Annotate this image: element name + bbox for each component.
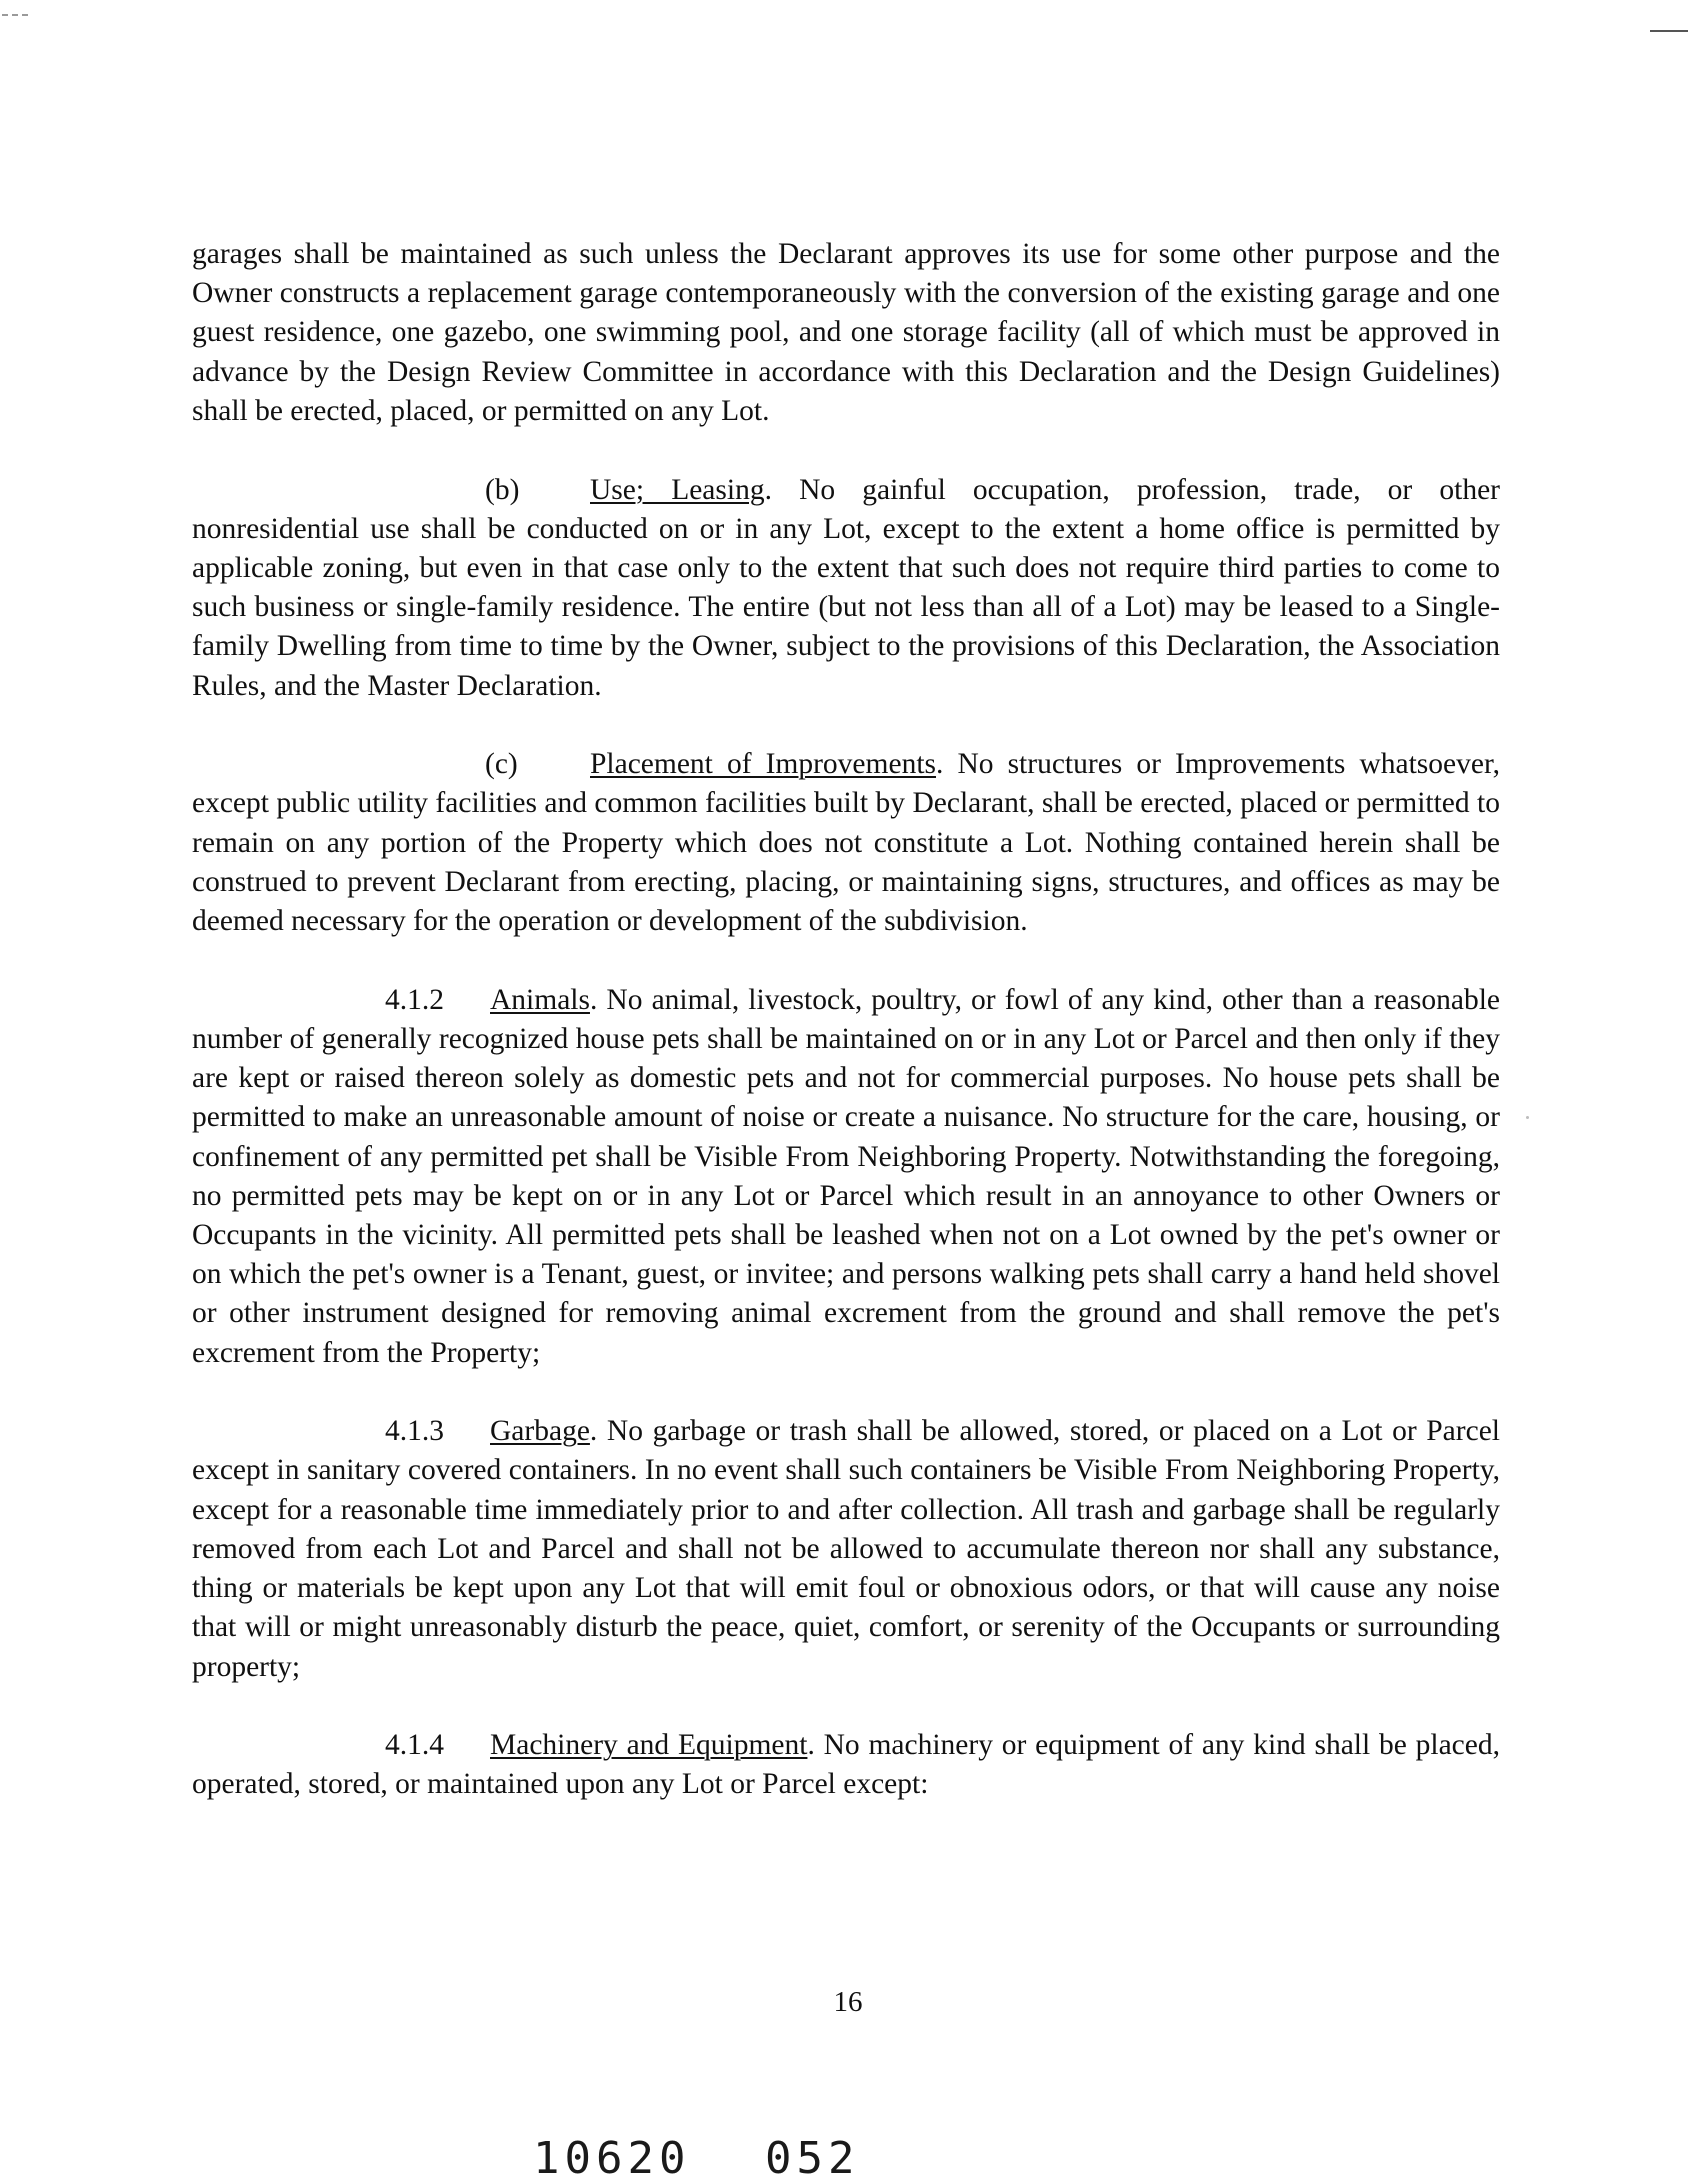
- paragraph-text: garages shall be maintained as such unless the Declarant approves its use for some other purpose and the Owner constructs a replacement garage contemporaneously with the conversion of the existing garage and one guest residence, one gazebo, one swimming pool, and one storage facility (all of which must be approved in advance by the Design Review Committee in accordance with this Declaration and the Design Guidelines) shall be erected, placed, or permitted on any Lot.: [192, 238, 1500, 427]
- section-heading: Animals: [490, 983, 590, 1016]
- paragraph-text: . No animal, livestock, poultry, or fowl of any kind, other than a reasonable number of generally recognized house pets shall be maintained on or in any Lot or Parcel and then only if they are kept or raised thereon solely as domestic pets and not for commercial purposes. No house pets shall be permitted to make an unreasonable amount of noise or create a nuisance. No structure for the care, housing, or confinement of any permitted pet shall be Visible From Neighboring Property. Notwithstanding the foregoing, no permitted pets may be kept on or in any Lot or Parcel which result in an annoyance to other Owners or Occupants in the vicinity. All permitted pets shall be leashed when not on a Lot owned by the pet's owner or on which the pet's owner is a Tenant, guest, or invitee; and persons walking pets shall carry a hand held shovel or other instrument designed for removing animal excrement from the ground and shall remove the pet's excrement from the Property;: [192, 983, 1500, 1369]
- subsection-label: (c): [485, 748, 518, 781]
- document-body: [192, 235, 1500, 1844]
- paragraph-text: . No machinery or equipment of any kind shall be placed, operated, stored, or maintained upon any Lot or Parcel except:: [192, 1729, 1500, 1801]
- recording-stamp-page: 052: [765, 2133, 860, 2184]
- subsection-b: [192, 471, 1500, 706]
- paragraph-text: . No structures or Improvements whatsoever, except public utility facilities and common facilities built by Declarant, shall be erected, placed or permitted to remain on any portion of the Property which does not constitute a Lot. Nothing contained herein shall be construed to prevent Declarant from erecting, placing, or maintaining signs, structures, and offices as may be deemed necessary for the operation or development of the subdivision.: [192, 748, 1500, 938]
- subsection-heading: Placement of Improvements: [590, 748, 936, 781]
- section-4-1-4: [192, 1726, 1500, 1804]
- section-number: 4.1.2: [385, 983, 444, 1016]
- scan-artifact-line: [1650, 30, 1688, 32]
- section-number: 4.1.4: [385, 1729, 444, 1762]
- recording-stamp-book: 10620: [533, 2133, 691, 2184]
- section-heading: Garbage: [490, 1415, 590, 1448]
- subsection-label: (b): [485, 473, 520, 506]
- scan-artifact-mark: [2, 14, 28, 16]
- page-number: 16: [833, 1986, 863, 2018]
- subsection-heading: Use; Leasing: [590, 473, 765, 506]
- scan-artifact-dot: [1526, 1116, 1529, 1119]
- subsection-c: [192, 745, 1500, 941]
- section-4-1-2: [192, 981, 1500, 1373]
- section-4-1-3: [192, 1412, 1500, 1686]
- paragraph-continuation: [192, 235, 1500, 431]
- paragraph-text: . No garbage or trash shall be allowed, stored, or placed on a Lot or Parcel except in sanitary covered containers. In no event shall such containers be Visible From Neighboring Property, except for a reasonable time immediately prior to and after collection. All trash and garbage shall be regularly removed from each Lot and Parcel and shall not be allowed to accumulate thereon nor shall any substance, thing or materials be kept upon any Lot that will emit foul or obnoxious odors, or that will cause any noise that will or might unreasonably disturb the peace, quiet, comfort, or serenity of the Occupants or surrounding property;: [192, 1415, 1500, 1683]
- section-heading: Machinery and Equipment: [490, 1729, 808, 1762]
- section-number: 4.1.3: [385, 1415, 444, 1448]
- paragraph-text: . No gainful occupation, profession, trade, or other nonresidential use shall be conducted on or in any Lot, except to the extent a home office is permitted by applicable zoning, but even in that case only to the extent that such does not require third parties to come to such business or single-family residence. The entire (but not less than all of a Lot) may be leased to a Single-family Dwelling from time to time by the Owner, subject to the provisions of this Declaration, the Association Rules, and the Master Declaration.: [192, 473, 1500, 702]
